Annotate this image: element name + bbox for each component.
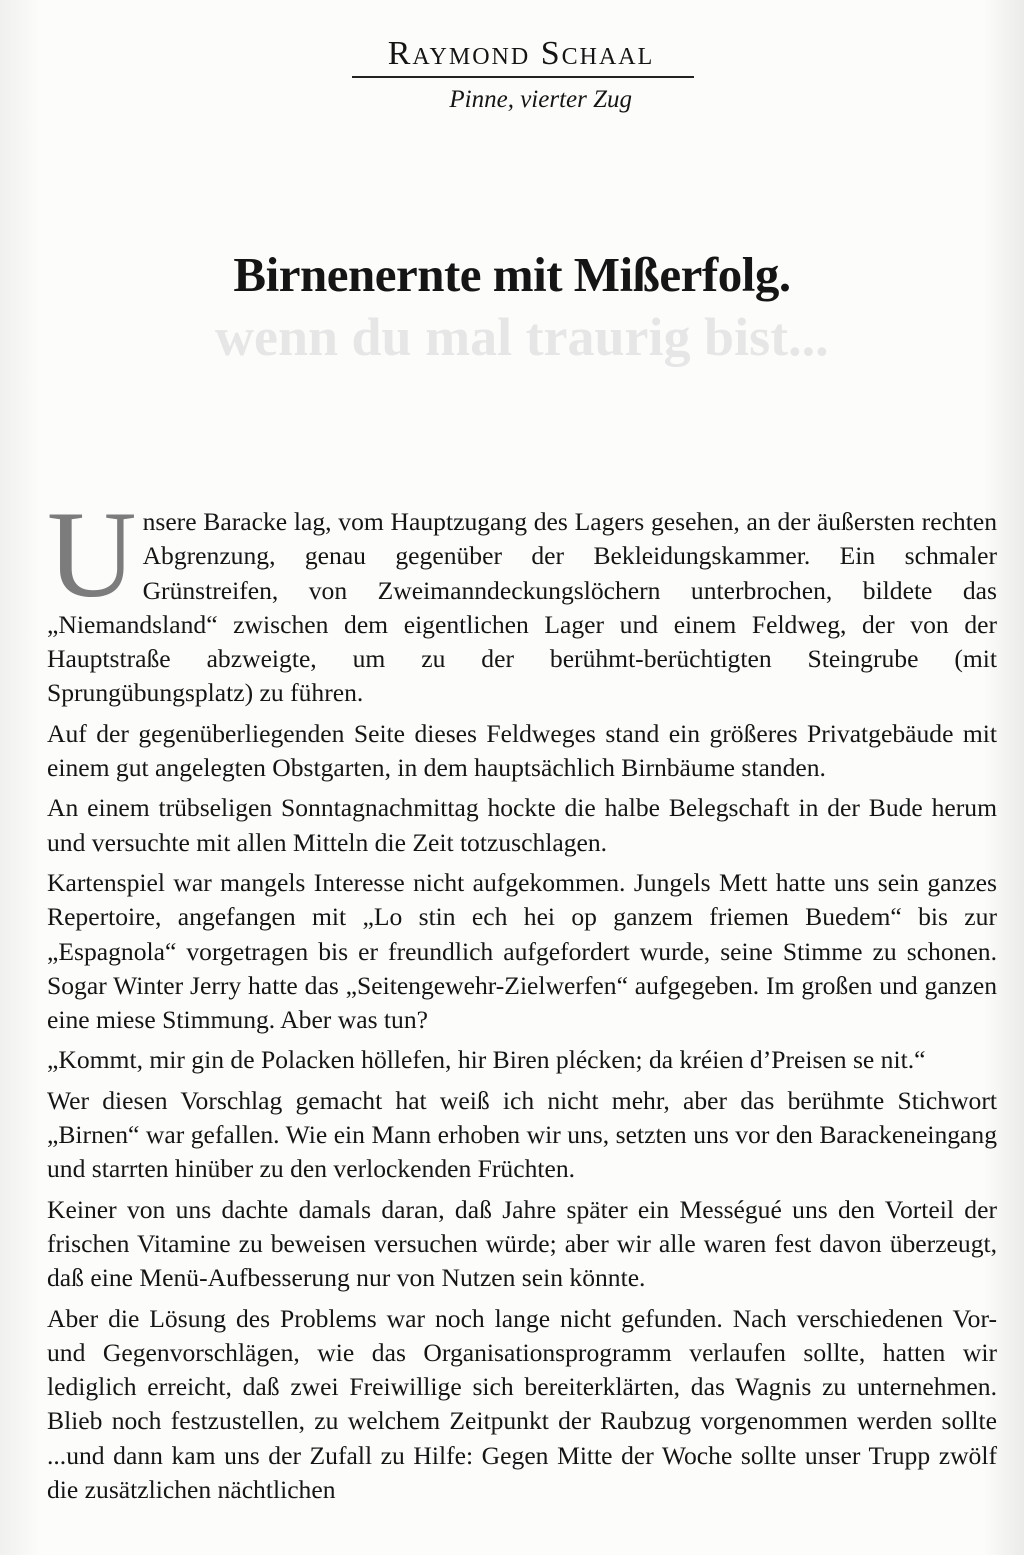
paragraph: Keiner von uns dachte damals daran, daß Jahre später ein Mességué uns den Vorteil der frischen Vitamine zu beweisen versuchen würde; aber wir alle waren fest davon überzeugt, daß eine Menü-Aufbesserung nur von Nutzen sein könnte.: [47, 1194, 997, 1293]
paragraph: „Kommt, mir gin de Polacken höllefen, hir Biren plécken; da kréien d’Preisen se nit.“: [47, 1045, 926, 1075]
paragraph-text: nsere Baracke lag, vom Hauptzugang des Lagers gesehen, an der äußersten rechten Abgrenzung, genau gegenüber der Bekleidungskammer. Ein schmaler Grünstreifen, von Zweimanndeckungslöchern unterbrochen, bildete das „Niemandsland“ zwischen dem eigentlichen Lager und einem Feldweg, der von der Hauptstraße abzweigte, um zu der berühmt-berüchtigten Steingrube (mit Sprungübungsplatz) zu führen.: [47, 507, 997, 708]
article-body: [47, 486, 997, 1513]
paragraph: Kartenspiel war mangels Interesse nicht aufgekommen. Jungels Mett hatte uns sein ganzes Repertoire, angefangen mit „Lo stin ech hei op ganzem friemen Buedem“ bis zur „Espagnola“ vorgetragen bis er freundlich aufgefordert wurde, seine Stimme zu schonen. Sogar Winter Jerry hatte das „Seitengewehr-Zielwerfen“ aufgegeben. Im großen und ganzen eine miese Stimmung. Aber was tun?: [47, 867, 997, 1035]
paragraph: An einem trübseligen Sonntagnachmittag hockte die halbe Belegschaft in der Bude herum und versuchte mit allen Mitteln die Zeit totzuschlagen.: [47, 793, 997, 857]
header-rule: [352, 76, 694, 78]
paragraph: Wer diesen Vorschlag gemacht hat weiß ich nicht mehr, aber das berühmte Stichwort „Birnen“ war gefallen. Wie ein Mann erhoben wir uns, setzten uns vor den Barackeneingang und starrten hinüber zu den verlockenden Früchten.: [47, 1085, 997, 1184]
paragraph: Auf der gegenüberliegenden Seite dieses Feldweges stand ein größeres Privatgebäude mit einem gut angelegten Obstgarten, in dem hauptsächlich Birnbäume standen.: [47, 718, 997, 783]
show-through-heading: wenn du mal traurig bist...: [215, 307, 829, 367]
series-subtitle: Pinne, vierter Zug: [449, 86, 632, 113]
paragraph: Aber die Lösung des Problems war noch lange nicht gefunden. Nach verschiedenen Vor- und Gegenvorschlägen, wie das Organisationsprogramm verlaufen sollte, hatten wir lediglich erreicht, daß zwei Freiwillige sich bereiterklärten, das Wagnis zu unternehmen. Blieb noch festzustellen, zu welchem Zeitpunkt der Raubzug vorgenommen werden sollte ...und dann kam uns der Zufall zu Hilfe: Gegen Mitte der Woche sollte unser Trupp zwölf die zusätzlichen nächtlichen: [47, 1303, 997, 1505]
drop-cap: U: [47, 486, 137, 623]
paragraph: [47, 486, 997, 711]
author-name: Raymond Schaal: [387, 35, 655, 72]
article-title: Birnenernte mit Mißerfolg.: [233, 247, 791, 302]
